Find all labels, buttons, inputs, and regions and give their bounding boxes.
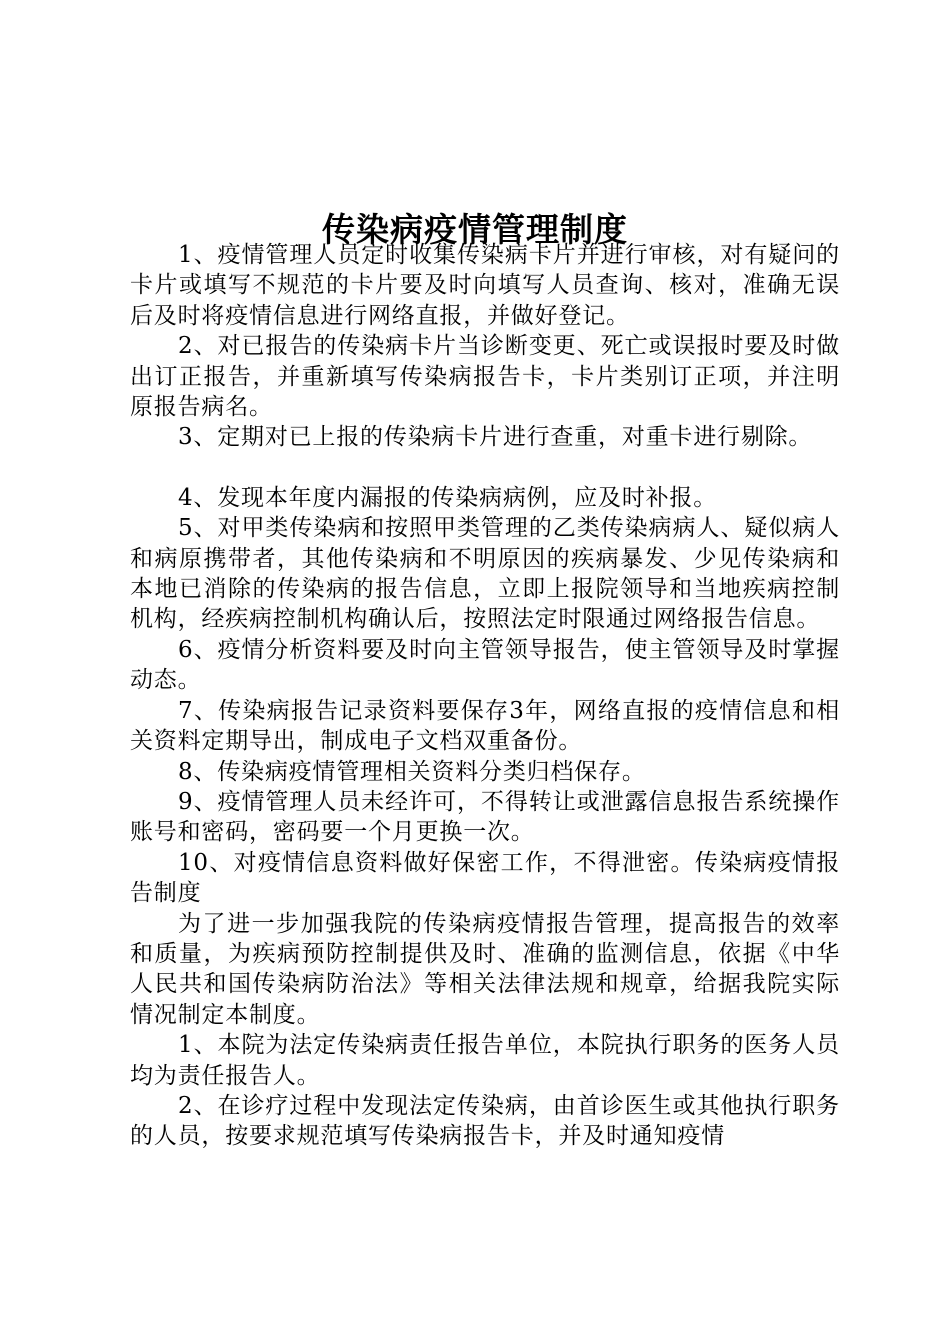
paragraph-10: 10、对疫情信息资料做好保密工作，不得泄密。传染病疫情报告制度	[130, 849, 840, 907]
paragraph-8: 8、传染病疫情管理相关资料分类归档保存。	[178, 758, 646, 785]
paragraph-11: 为了进一步加强我院的传染病疫情报告管理，提高报告的效率和质量，为疾病预防控制提供及时、准确的监测信息，依据《中华人民共和国传染病防治法》等相关法律法规和规章，给据我院实际情况制定本制度。	[130, 910, 840, 1028]
paragraph-7: 7、传染病报告记录资料要保存3年，网络直报的疫情信息和相关资料定期导出，制成电子文档双重备份。	[130, 697, 840, 755]
paragraph-9: 9、疫情管理人员未经许可，不得转让或泄露信息报告系统操作账号和密码，密码要一个月更换一次。	[130, 788, 840, 846]
paragraph-3: 3、定期对已上报的传染病卡片进行查重，对重卡进行剔除。	[178, 424, 813, 451]
paragraph-6: 6、疫情分析资料要及时向主管领导报告，使主管领导及时掌握动态。	[130, 636, 840, 694]
paragraph-13: 2、在诊疗过程中发现法定传染病，由首诊医生或其他执行职务的人员，按要求规范填写传染病报告卡，并及时通知疫情	[130, 1092, 840, 1150]
paragraph-5: 5、对甲类传染病和按照甲类管理的乙类传染病病人、疑似病人和病原携带者，其他传染病和不明原因的疾病暴发、少见传染病和本地已消除的传染病的报告信息，立即上报院领导和当地疾病控制机构，经疾病控制机构确认后，按照法定时限通过网络报告信息。	[130, 515, 840, 633]
paragraph-12: 1、本院为法定传染病责任报告单位，本院执行职务的医务人员均为责任报告人。	[130, 1032, 840, 1089]
document-title: 传染病疫情管理制度	[322, 210, 628, 250]
paragraph-4: 4、发现本年度内漏报的传染病病例，应及时补报。	[178, 484, 718, 511]
document-body	[130, 240, 840, 1152]
paragraph-1: 1、疫情管理人员定时收集传染病卡片并进行审核，对有疑问的卡片或填写不规范的卡片要及时向填写人员查询、核对，准确无误后及时将疫情信息进行网络直报，并做好登记。	[130, 242, 840, 329]
paragraph-2: 2、对已报告的传染病卡片当诊断变更、死亡或误报时要及时做出订正报告，并重新填写传染病报告卡，卡片类别订正项，并注明原报告病名。	[130, 333, 840, 421]
